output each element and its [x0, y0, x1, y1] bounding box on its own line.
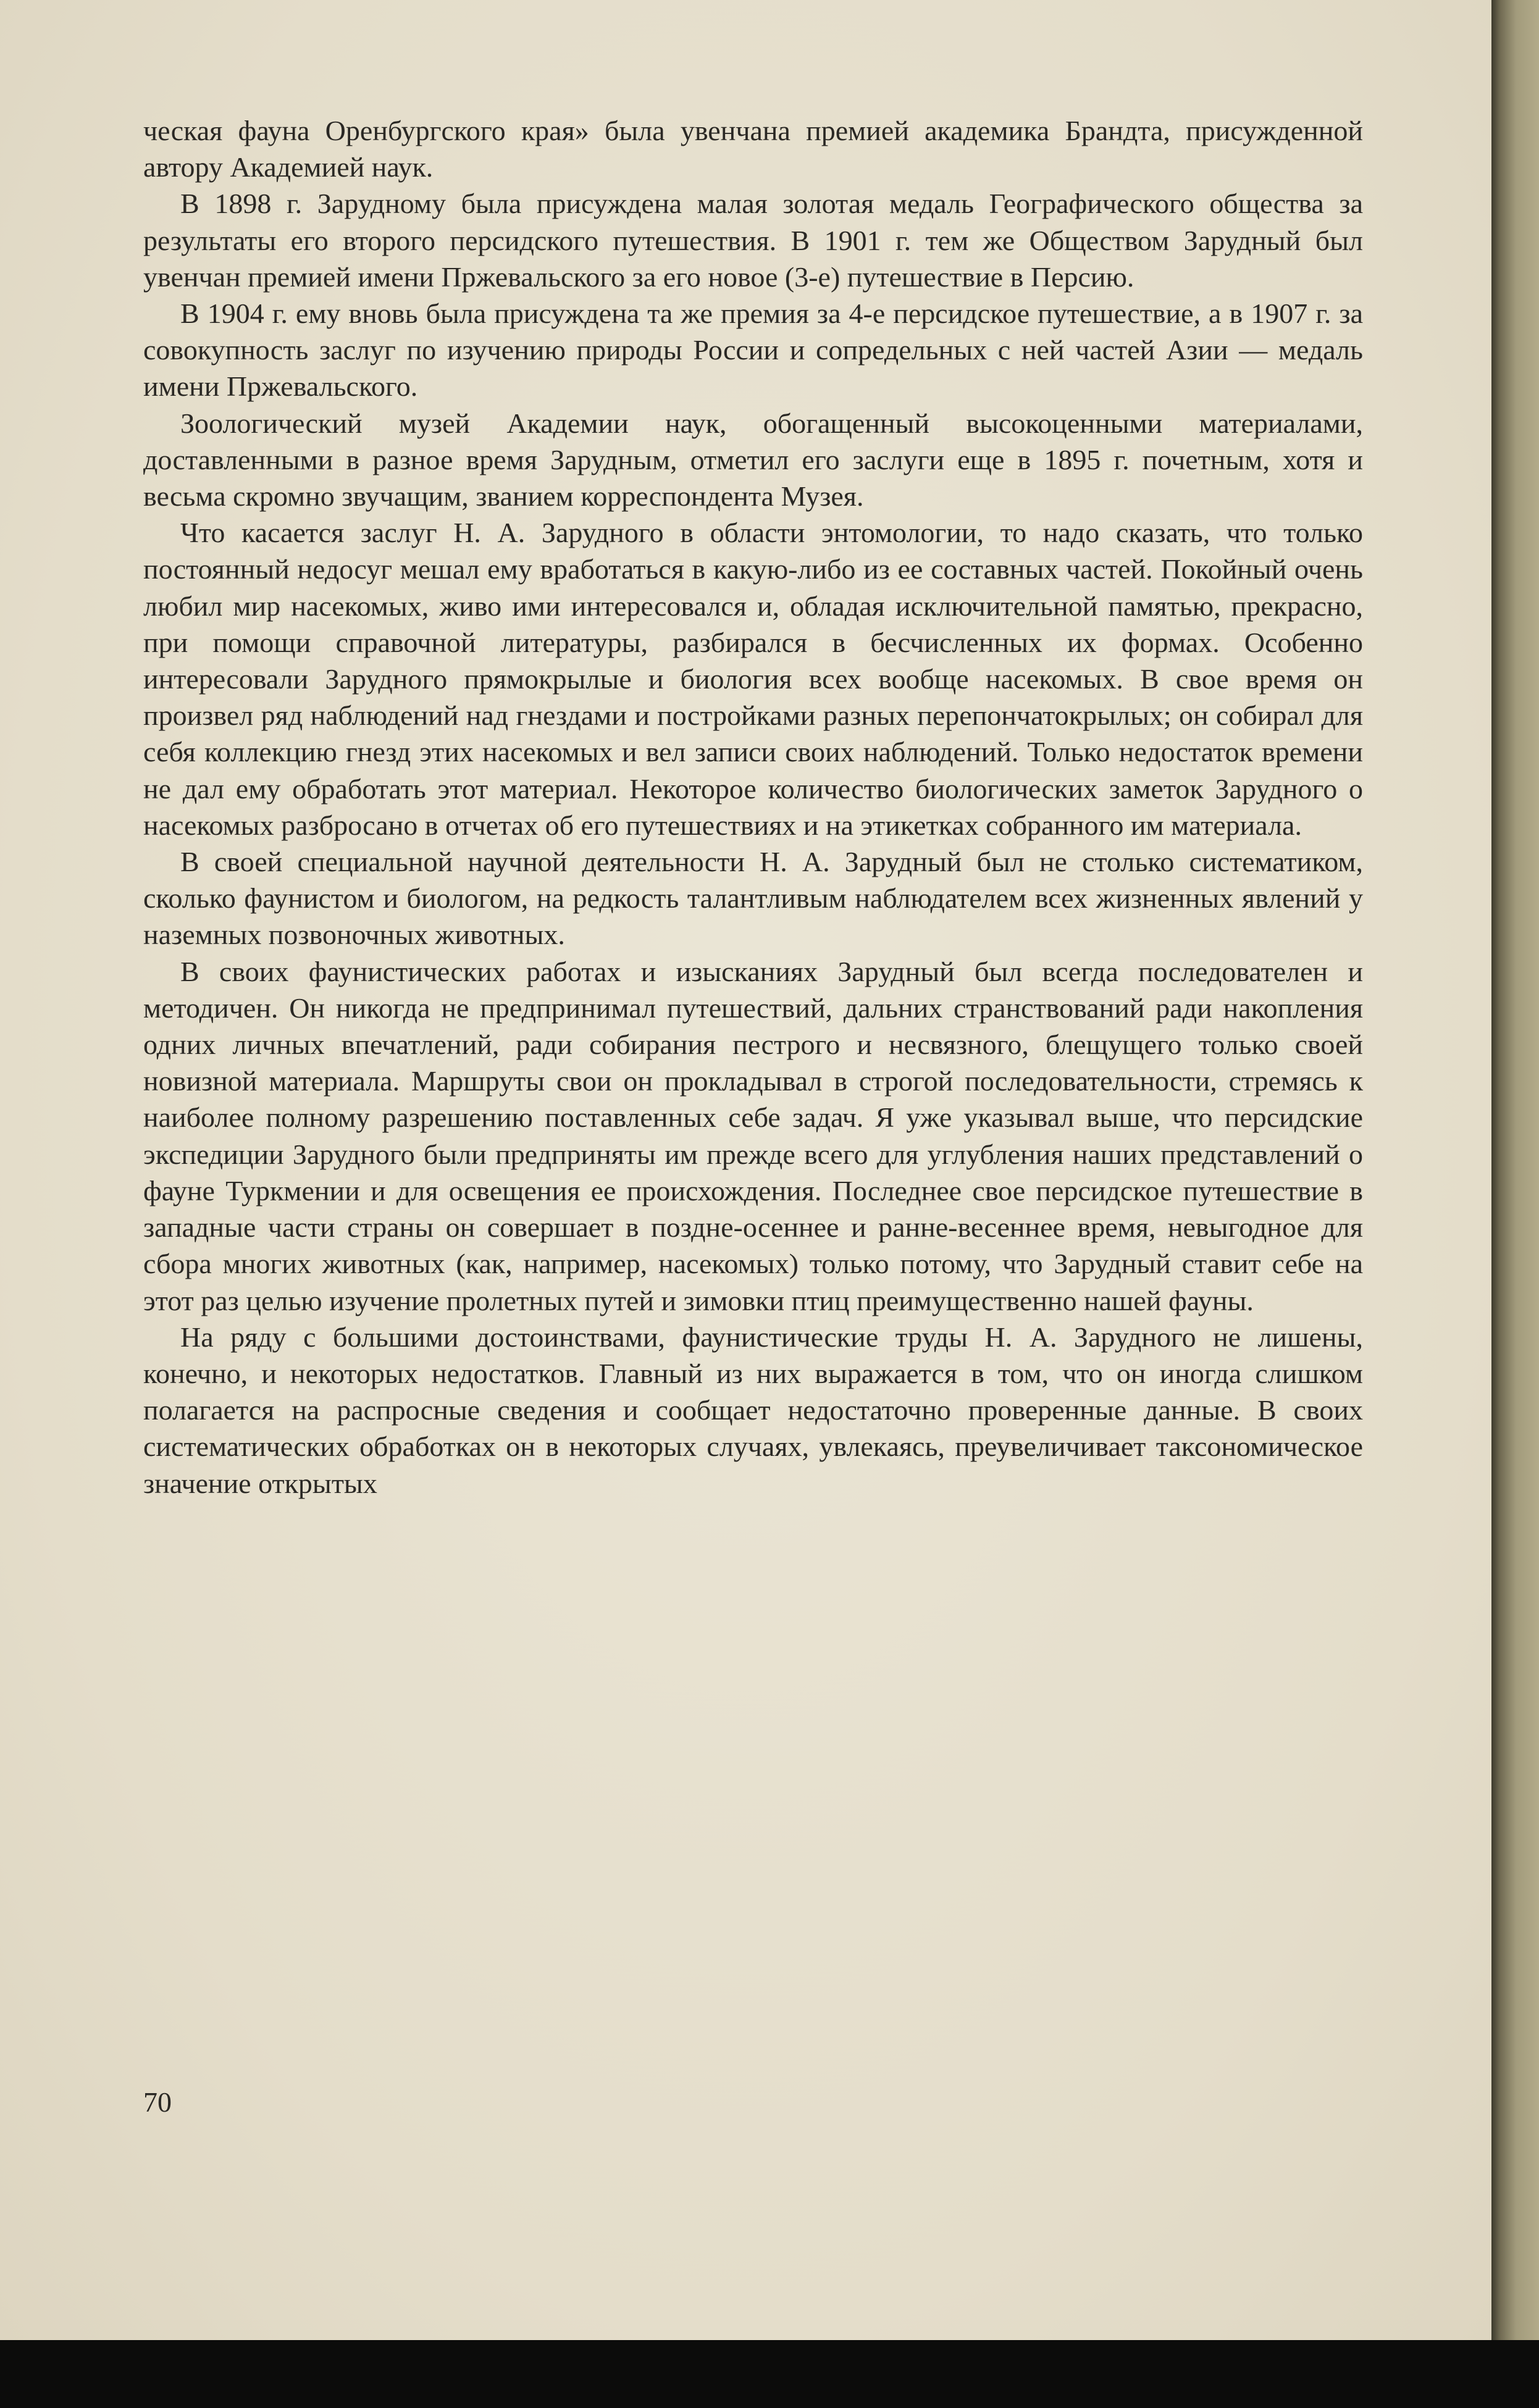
paragraph-5: Что касается заслуг Н. А. Зарудного в области энтомологии, то надо сказать, что только постоянный недосуг мешал ему вработаться в какую-либо из ее составных частей. Покойный очень любил мир насекомых, живо ими интересовался и, обладая исключительной памятью, прекрасно, при помощи справочной литературы, разбирался в бесчисленных их формах. Особенно интересовали Зарудного прямокрылые и биология всех вообще насекомых. В свое время он произвел ряд наблюдений над гнездами и постройками разных перепончатокрылых; он собирал для себя коллекцию гнезд этих насекомых и вел записи своих наблюдений. Только недостаток времени не дал ему обработать этот материал. Некоторое количество биологических заметок Зарудного о насекомых разбросано в отчетах об его путешествиях и на этикетках собранного им материала. — [143, 517, 1363, 841]
book-spine-edge — [1491, 0, 1539, 2340]
scan-background — [0, 2340, 1539, 2408]
page-number: 70 — [143, 2086, 172, 2118]
paragraph-1: ческая фауна Оренбургского края» была увенчана премией академика Брандта, присужденной автору Академией наук. — [143, 115, 1363, 183]
paragraph-2: В 1898 г. Зарудному была присуждена малая золотая медаль Географического общества за результаты его второго персидского путешествия. В 1901 г. тем же Обществом Зарудный был увенчан премией имени Пржевальского за его новое (3-е) путешествие в Персию. — [143, 188, 1363, 293]
paragraph-3: В 1904 г. ему вновь была присуждена та же премия за 4-е персидское путешествие, а в 1907 г. за совокупность заслуг по изучению природы России и сопредельных с ней частей Азии — медаль имени Пржевальского. — [143, 298, 1363, 403]
paragraph-8: На ряду с большими достоинствами, фаунистические труды Н. А. Зарудного не лишены, конечно, и некоторых недостатков. Главный из них выражается в том, что он иногда слишком полагается на распросные сведения и сообщает недостаточно проверенные данные. В своих систематических обработках он в некоторых случаях, увлекаясь, преувеличивает таксономическое значение открытых — [143, 1321, 1363, 1499]
page-body-text — [143, 112, 1363, 1502]
paragraph-6: В своей специальной научной деятельности Н. А. Зарудный был не столько систематиком, сколько фаунистом и биологом, на редкость талантливым наблюдателем всех жизненных явлений у наземных позвоночных животных. — [143, 846, 1363, 951]
paragraph-7: В своих фаунистических работах и изысканиях Зарудный был всегда последователен и методичен. Он никогда не предпринимал путешествий, дальних странствований ради накопления одних личных впечатлений, ради собирания пестрого и несвязного, блещущего только своей новизной материала. Маршруты свои он прокладывал в строгой последовательности, стремясь к наиболее полному разрешению поставленных себе задач. Я уже указывал выше, что персидские экспедиции Зарудного были предприняты им прежде всего для углубления наших представлений о фауне Туркмении и для освещения ее происхождения. Последнее свое персидское путешествие в западные части страны он совершает в поздне-осеннее и ранне-весеннее время, невыгодное для сбора многих животных (как, например, насекомых) только потому, что Зарудный ставит себе на этот раз целью изучение пролетных путей и зимовки птиц преимущественно нашей фауны. — [143, 955, 1363, 1316]
paragraph-4: Зоологический музей Академии наук, обогащенный высокоценными материалами, доставленными в разное время Зарудным, отметил его заслуги еще в 1895 г. почетным, хотя и весьма скромно звучащим, званием корреспондента Музея. — [143, 407, 1363, 512]
